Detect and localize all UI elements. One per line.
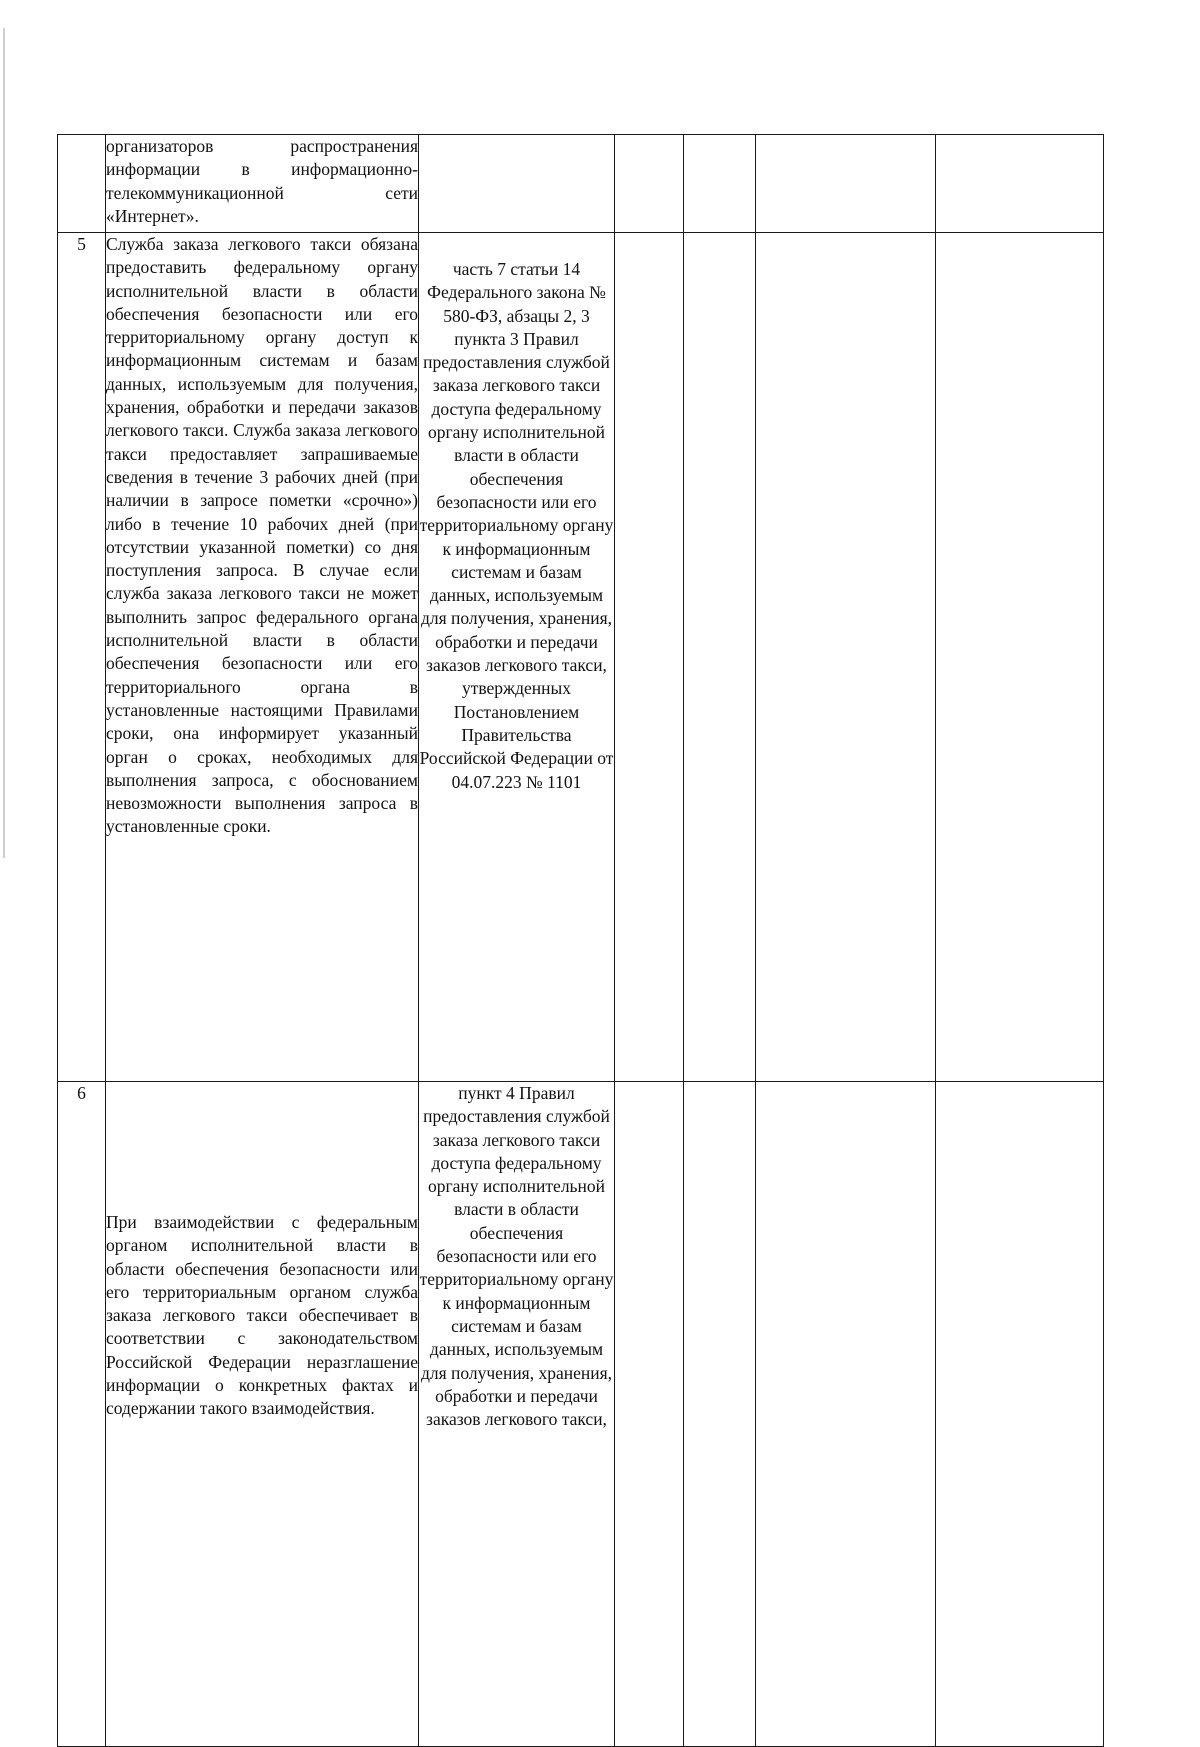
empty-cell bbox=[936, 135, 1104, 233]
table-row bbox=[58, 233, 1104, 1082]
row-number bbox=[58, 135, 106, 233]
table-row bbox=[58, 135, 1104, 233]
empty-cell bbox=[684, 135, 756, 233]
row-number: 6 bbox=[58, 1082, 106, 1747]
table-row bbox=[58, 1082, 1104, 1747]
row-number: 5 bbox=[58, 233, 106, 1082]
legal-basis-cell: часть 7 статьи 14 Федерального закона № 580-ФЗ, абзацы 2, 3 пункта 3 Правил предоставления службой заказа легкового такси доступа федеральному органу исполнительной власти в области обеспечения безопасности или его территориальному органу к информационным системам и базам данных, используемым для получения, хранения, обработки и передачи заказов легкового такси, утвержденных Постановлением Правительства Российской Федерации от 04.07.223 № 1101 bbox=[419, 233, 615, 1082]
requirement-cell: организаторов распространения информации в информационно-телекоммуникационной сети «Интернет». bbox=[106, 135, 419, 233]
empty-cell bbox=[936, 1082, 1104, 1747]
empty-cell bbox=[936, 233, 1104, 1082]
empty-cell bbox=[684, 233, 756, 1082]
legal-basis-cell: пункт 4 Правил предоставления службой заказа легкового такси доступа федеральному органу исполнительной власти в области обеспечения безопасности или его территориальному органу к информационным системам и базам данных, используемым для получения, хранения, обработки и передачи заказов легкового такси, bbox=[419, 1082, 615, 1747]
requirements-table bbox=[57, 134, 1104, 1747]
empty-cell bbox=[684, 1082, 756, 1747]
empty-cell bbox=[615, 135, 684, 233]
empty-cell bbox=[756, 233, 936, 1082]
empty-cell bbox=[756, 135, 936, 233]
requirement-cell: При взаимодействии с федеральным органом исполнительной власти в области обеспечения безопасности или его территориальным органом служба заказа легкового такси обеспечивает в соответствии с законодательством Российской Федерации неразглашение информации о конкретных фактах и содержании такого взаимодействия. bbox=[106, 1082, 419, 1747]
empty-cell bbox=[615, 233, 684, 1082]
requirement-cell: Служба заказа легкового такси обязана предоставить федеральному органу исполнительной власти в области обеспечения безопасности или его территориальному органу доступ к информационным системам и базам данных, используемым для получения, хранения, обработки и передачи заказов легкового такси. Служба заказа легкового такси предоставляет запрашиваемые сведения в течение 3 рабочих дней (при наличии в запросе пометки «срочно») либо в течение 10 рабочих дней (при отсутствии указанной пометки) со дня поступления запроса. В случае если служба заказа легкового такси не может выполнить запрос федерального органа исполнительной власти в области обеспечения безопасности или его территориального органа в установленные настоящими Правилами сроки, она информирует указанный орган о сроках, необходимых для выполнения запроса, с обоснованием невозможности выполнения запроса в установленные сроки. bbox=[106, 233, 419, 1082]
empty-cell bbox=[756, 1082, 936, 1747]
scan-edge-mark bbox=[3, 28, 5, 858]
legal-basis-cell bbox=[419, 135, 615, 233]
empty-cell bbox=[615, 1082, 684, 1747]
